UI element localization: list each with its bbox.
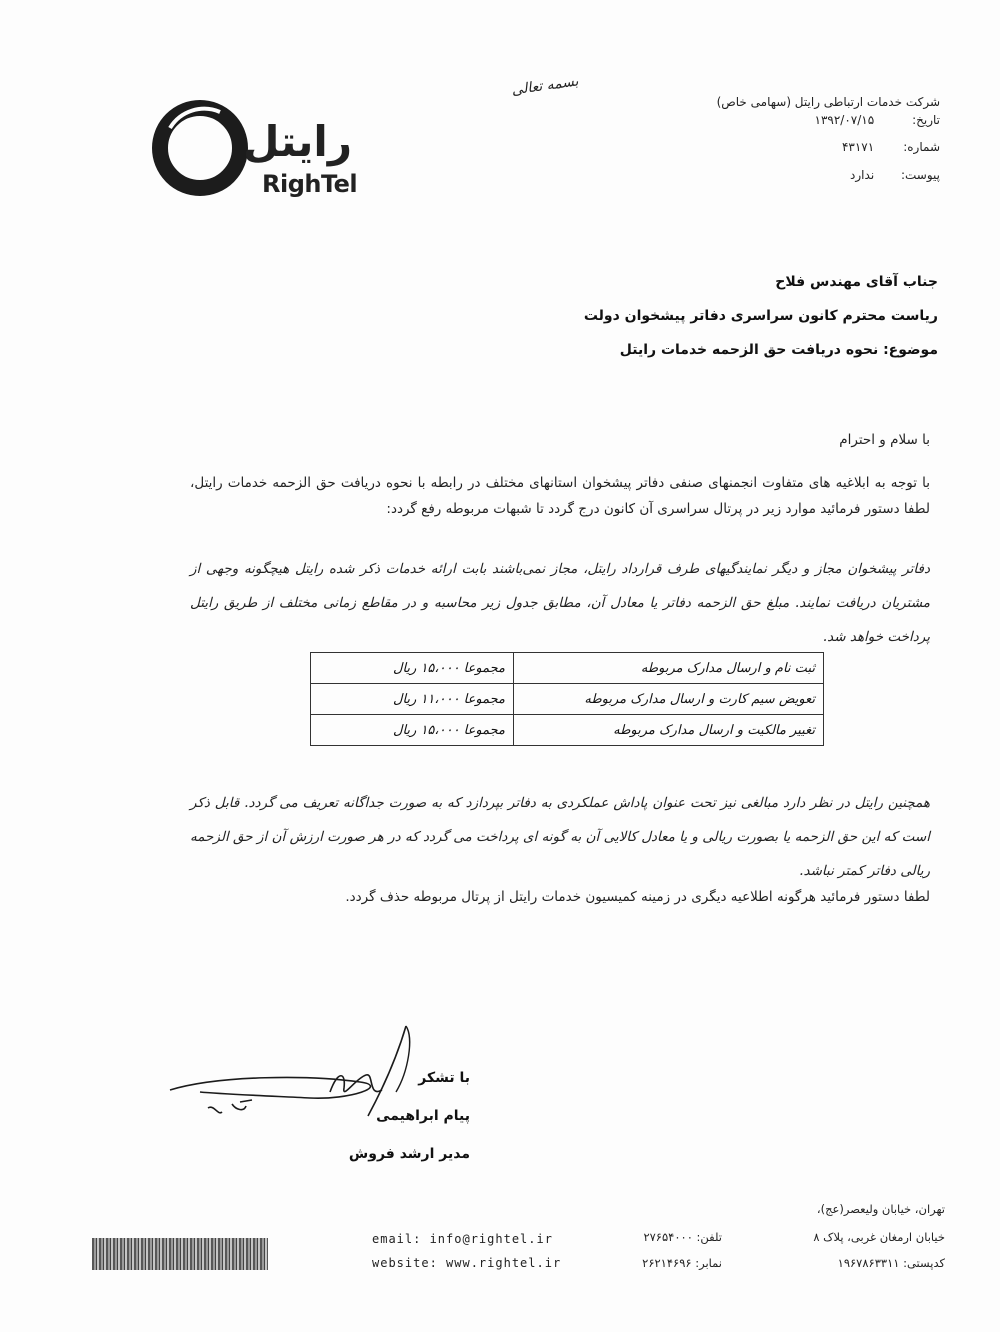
table-row (311, 684, 824, 715)
attachment-label: پیوست: (900, 168, 940, 182)
logo-text-fa: رایتل (243, 117, 352, 166)
company-name: شرکت خدمات ارتباطی رایتل (سهامی خاص) (716, 95, 940, 109)
number-row (842, 140, 940, 154)
fax-label: نمابر: (695, 1256, 722, 1270)
bismillah: بسمه تعالی (510, 73, 580, 99)
table-row (311, 653, 824, 684)
address-line-1: تهران، خیابان ولیعصر(عج)، (816, 1202, 945, 1216)
fee-service: تعویض سیم کارت و ارسال مدارک مربوطه (513, 684, 823, 715)
phone-label: تلفن: (696, 1230, 722, 1244)
attachment-value: ندارد (850, 168, 875, 182)
fee-service: تغییر مالکیت و ارسال مدارک مربوطه (513, 715, 823, 746)
fee-service: ثبت نام و ارسال مدارک مربوطه (513, 653, 823, 684)
rightel-logo-ring-icon (150, 98, 250, 198)
fee-amount: مجموعا ۱۵،۰۰۰ ریال (311, 715, 514, 746)
paragraph-fees: دفاتر پیشخوان مجاز و دیگر نمایندگیهای طرف قرارداد رایتل، مجاز نمی‌باشند بابت ارائه خدمات ذکر شده رایتل هیچگونه وجهی از مشتریان دریافت نمایند. مبلغ حق الزحمه دفاتر یا معادل آن، مطابق جدول زیر محاسبه و در مقاطع زمانی مختلف از طریق رایتل پرداخت خواهد شد. (190, 561, 930, 645)
greeting: با سلام و احترام (839, 432, 930, 448)
number-value: ۴۳۱۷۱ (841, 140, 875, 154)
fax-value: ۲۶۲۱۴۶۹۶ (642, 1256, 692, 1270)
fee-amount: مجموعا ۱۱،۰۰۰ ریال (311, 684, 514, 715)
postal-code-row (838, 1256, 945, 1270)
thanks-text: با تشکر (418, 1070, 470, 1086)
signer-title: مدیر ارشد فروش (348, 1146, 470, 1162)
address-line-2: خیابان ارمغان غربی، پلاک ۸ (813, 1230, 945, 1244)
paragraph-bonus: همچنین رایتل در نظر دارد مبالغی نیز تحت عنوان پاداش عملکردی به دفاتر بپردازد که به صورت جداگانه تعریف می گردد. قابل ذکر است که این حق الزحمه یا بصورت ریالی و یا معادل کالایی آن به گونه ای پرداخت می گردد که در هر صورت ارزش آن از حق الزحمه ریالی دفاتر کمتر نباشد. (190, 795, 930, 879)
table-row (311, 715, 824, 746)
website-address[interactable]: website: www.rightel.ir (372, 1256, 562, 1270)
fees-table (310, 652, 824, 746)
scan-stamp-mark (92, 1238, 268, 1270)
recipient-name: جناب آقای مهندس فلاح (775, 274, 938, 290)
signer-name: پیام ابراهیمی (376, 1108, 470, 1124)
fee-amount: مجموعا ۱۵،۰۰۰ ریال (311, 653, 514, 684)
paragraph-intro: با توجه به ابلاغیه های متفاوت انجمنهای صنفی دفاتر پیشخوان استانهای مختلف در رابطه با نحوه دریافت حق الزحمه خدمات رایتل، لطفا دستور فرمائید موارد زیر در پرتال سراسری آن کانون درج گردد تا شبهات مربوطه رفع گردد: (190, 475, 930, 517)
attachment-row (850, 168, 940, 182)
postal-value: ۱۹۶۷۸۶۳۳۱۱ (837, 1256, 900, 1270)
logo-text-en: RighTel (262, 170, 358, 198)
fax-row (612, 1256, 722, 1270)
paragraph-closing: لطفا دستور فرمائید هرگونه اطلاعیه دیگری در زمینه کمیسیون خدمات رایتل از پرتال مربوطه حذف گردد. (345, 889, 930, 905)
recipient-position: ریاست محترم کانون سراسری دفاتر پیشخوان دولت (583, 308, 938, 324)
date-row (815, 113, 940, 127)
date-label: تاریخ: (912, 113, 940, 127)
postal-label: کدپستی: (903, 1256, 945, 1270)
phone-row (612, 1230, 722, 1244)
number-label: شماره: (903, 140, 940, 154)
date-value: ۱۳۹۲/۰۷/۱۵ (814, 113, 875, 127)
phone-value: ۲۷۶۵۴۰۰۰ (643, 1230, 693, 1244)
email-address[interactable]: email: info@rightel.ir (372, 1232, 553, 1246)
subject-line: موضوع: نحوه دریافت حق الزحمه خدمات رایتل (619, 342, 938, 358)
